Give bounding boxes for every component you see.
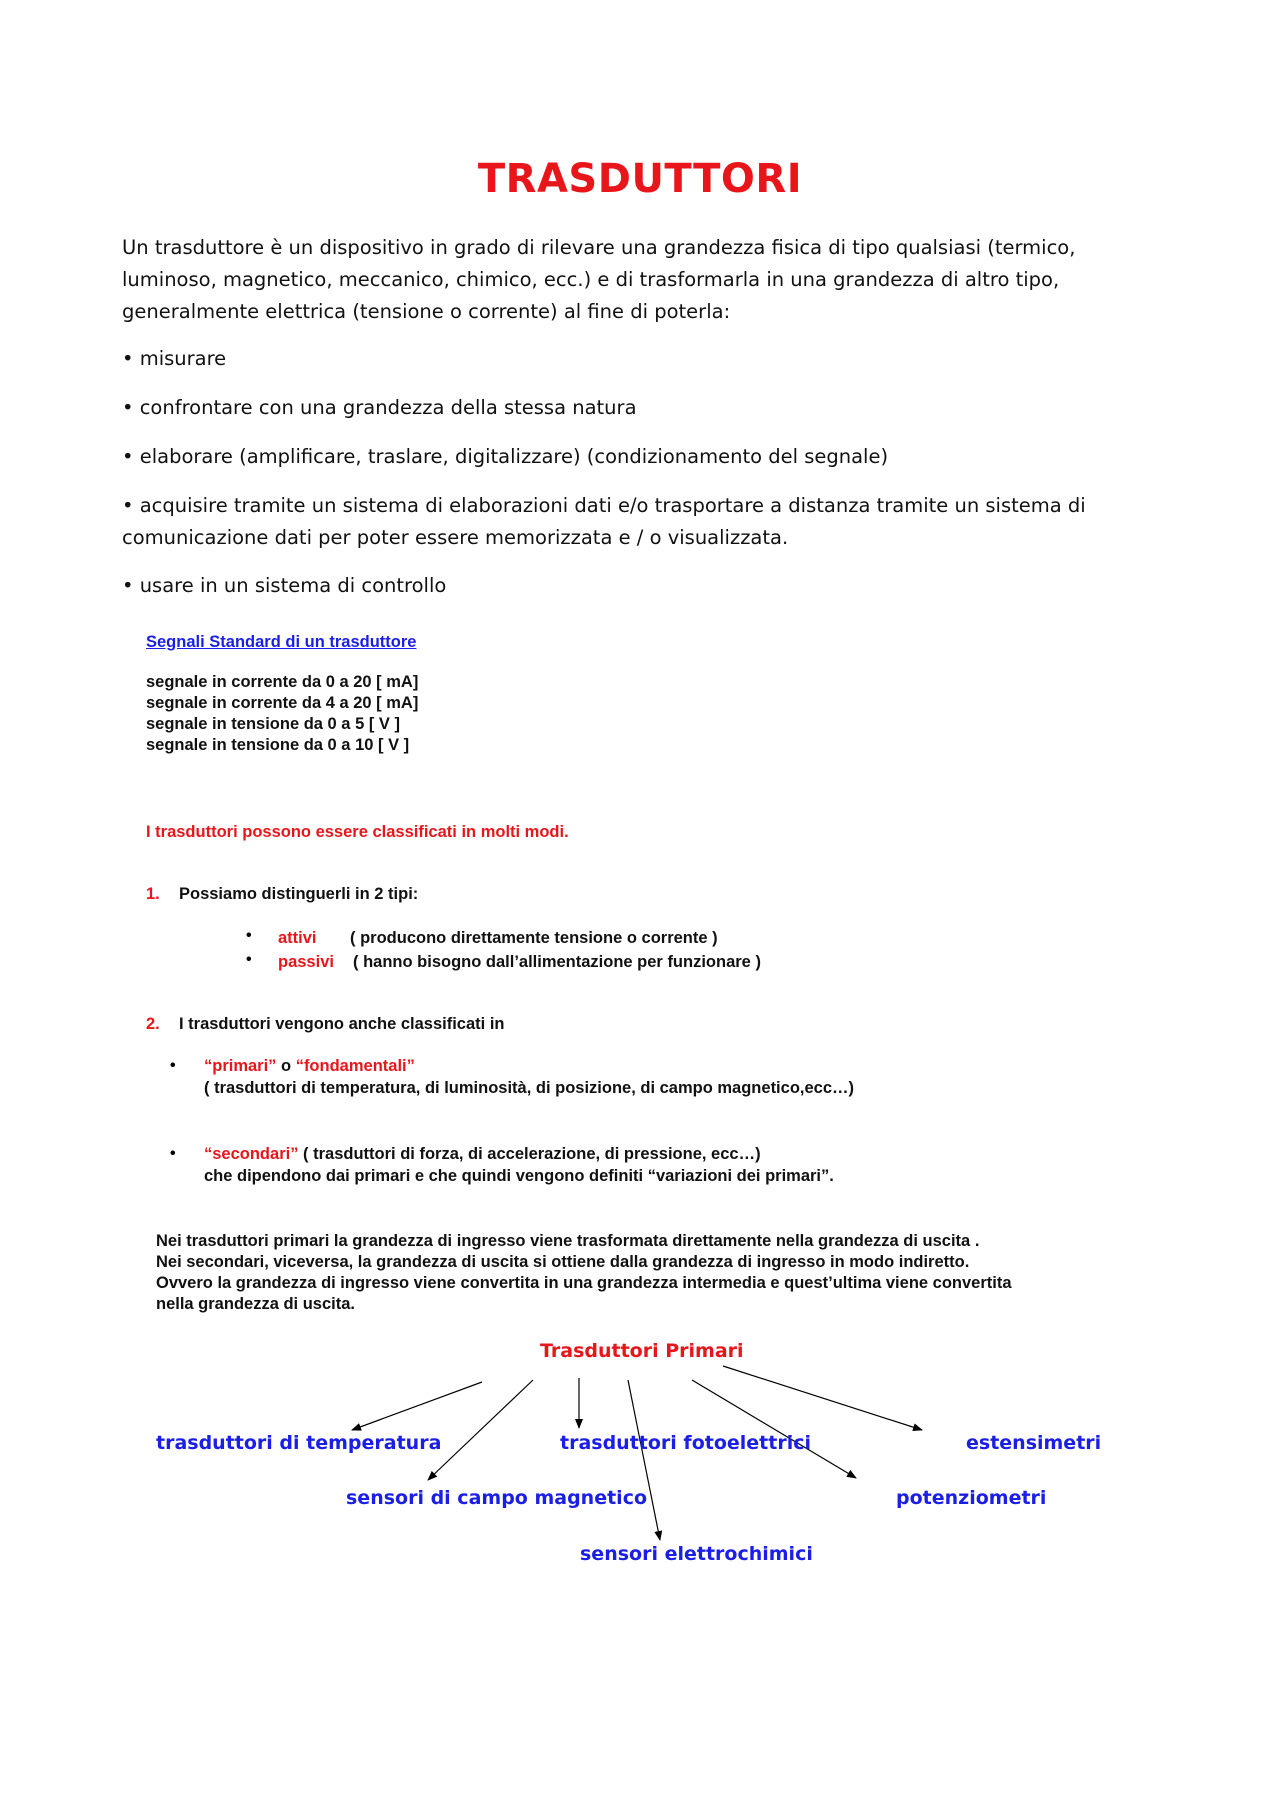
bullet-dot: • [170,1057,176,1074]
node-campo: sensori di campo magnetico [346,1487,648,1509]
standard-heading: Segnali Standard di un trasduttore [146,633,417,651]
diagram-root: Trasduttori Primari [540,1340,744,1362]
classify-intro: I trasduttori possono essere classificati in molti modi. [146,823,569,841]
node-potenziometri: potenziometri [896,1487,1047,1509]
item1-text: Possiamo distinguerli in 2 tipi: [179,885,419,903]
standard-line: segnale in tensione da 0 a 10 [ V ] [146,736,410,754]
secondari-desc2: che dipendono dai primari e che quindi vengono definiti “variazioni dei primari”. [204,1167,834,1185]
standard-line: segnale in corrente da 0 a 20 [ mA] [146,673,419,691]
page-title: TRASDUTTORI [477,156,803,202]
bullet-dot: • [246,927,252,944]
bullet-dot: • [170,1145,176,1162]
bullet-dot: • [246,951,252,968]
bullet-item: • usare in un sistema di controllo [122,574,447,597]
standard-line: segnale in tensione da 0 a 5 [ V ] [146,715,400,733]
arrow-estensimetri [723,1366,922,1430]
type-desc: ( producono direttamente tensione o corrente ) [350,929,718,947]
paragraph-line: Nei trasduttori primari la grandezza di ingresso viene trasformata direttamente nella grandezza di uscita . [156,1232,980,1250]
node-elettrochimici: sensori elettrochimici [580,1543,813,1565]
bullet-item: • elaborare (amplificare, traslare, digitalizzare) (condizionamento del segnale) [122,445,889,468]
item2-number: 2. [146,1015,160,1033]
type-desc: ( hanno bisogno dall’allimentazione per funzionare ) [353,953,761,971]
type-name: attivi [278,929,317,947]
primari-label: “primari” [204,1057,277,1075]
node-temperatura: trasduttori di temperatura [156,1432,442,1454]
arrow-potenziometri [692,1380,856,1478]
item2-text: I trasduttori vengono anche classificati in [179,1015,505,1033]
standard-line: segnale in corrente da 4 a 20 [ mA] [146,694,419,712]
arrow-campo [428,1380,533,1480]
bullet-item: • misurare [122,347,227,370]
node-estensimetri: estensimetri [966,1432,1102,1454]
item1-number: 1. [146,885,160,903]
arrow-temperatura [352,1382,482,1430]
type-name: passivi [278,953,334,971]
paragraph-line: Ovvero la grandezza di ingresso viene convertita in una grandezza intermedia e quest’ultima viene convertita [156,1274,1012,1292]
primari-desc: ( trasduttori di temperatura, di luminosità, di posizione, di campo magnetico,ecc…) [204,1079,855,1097]
secondari-label: “secondari” [204,1145,299,1163]
bullet-item: • acquisire tramite un sistema di elaborazioni dati e/o trasportare a distanza tramite un sistema di comunicazione dati per poter essere memorizzata e / o visualizzata. [122,494,1086,549]
fondamentali-label: “fondamentali” [295,1057,415,1075]
arrow-elettrochimici [628,1380,660,1540]
secondari-desc: ( trasduttori di forza, di accelerazione, di pressione, ecc…) [298,1145,761,1163]
bullet-item: • confrontare con una grandezza della stessa natura [122,396,637,419]
paragraph-line: Nei secondari, viceversa, la grandezza di uscita si ottiene dalla grandezza di ingresso in modo indiretto. [156,1253,970,1271]
node-fotoelettrici: trasduttori fotoelettrici [560,1432,811,1454]
paragraph-line: nella grandezza di uscita. [156,1295,355,1313]
intro-paragraph: Un trasduttore è un dispositivo in grado di rilevare una grandezza fisica di tipo qualsiasi (termico, luminoso, magnetico, meccanico, chimico, ecc.) e di trasformarla in una grandezza di altro tipo, generalmente elettrica (tensione o corrente) al fine di poterla: [122,236,1076,323]
primari-or: o [276,1057,296,1075]
